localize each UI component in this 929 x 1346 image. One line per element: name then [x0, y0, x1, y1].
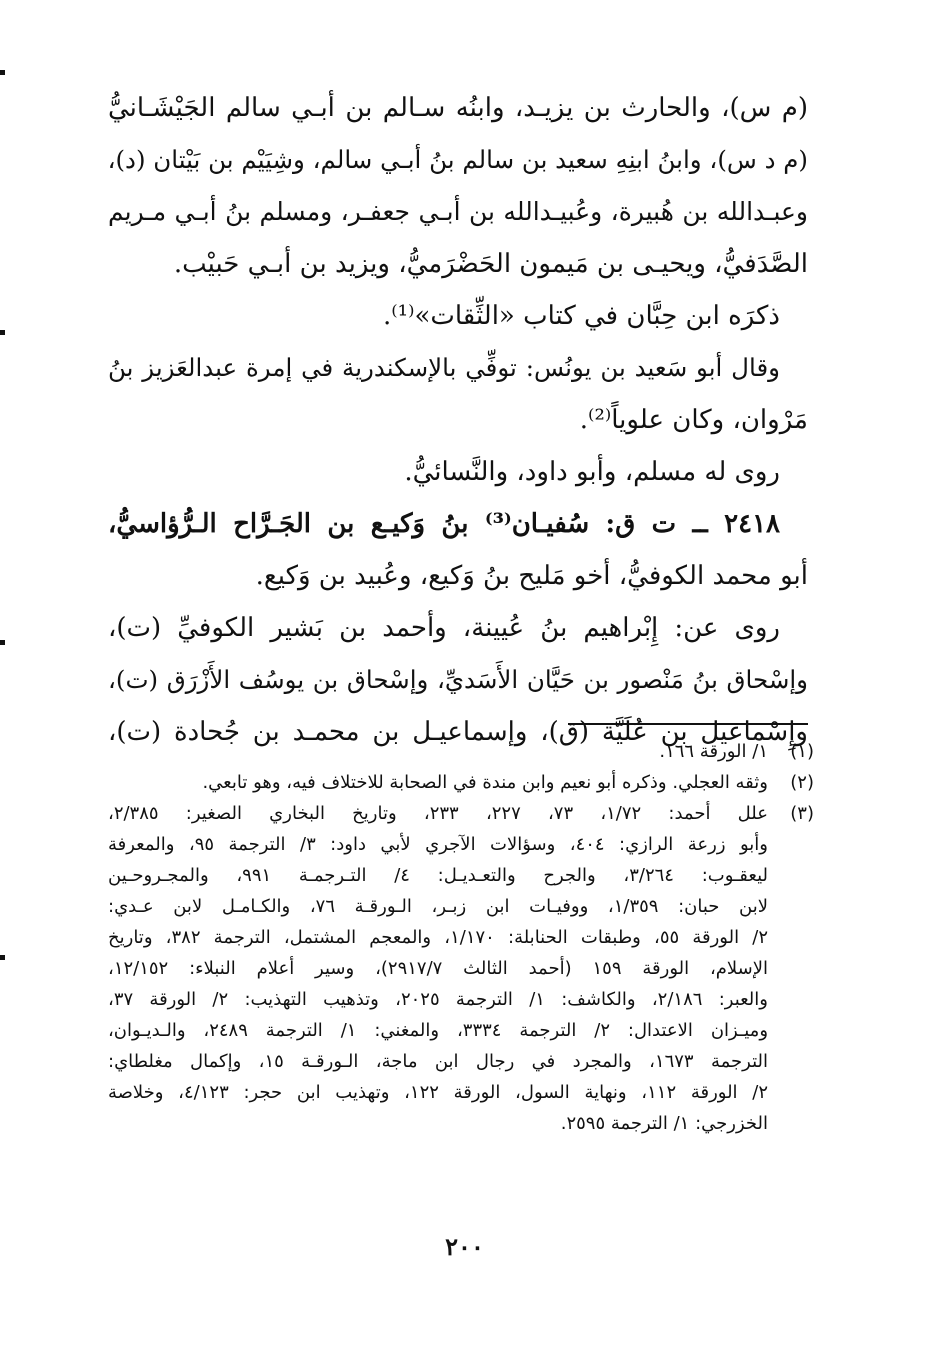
text-line: وإِسْماعيل بن عُلَيَّة (ق)، وإسماعيـل بن محمـد بن جُحادة (ت)، — [108, 717, 808, 747]
footnote-2 — [108, 767, 814, 798]
footnote-line: الإسلام، الورقة ١٥٩ (أحمد الثالث ٢٩١٧/٧)، وسير أعلام النبلاء: ١٢/١٥٢، — [108, 958, 769, 979]
scan-margin-mark — [0, 955, 5, 960]
text-line: وعبـدالله بن هُبيرة، وعُبيـدالله بن أبـي جعفـر، ومسلم بنُ أبـي مـريم — [108, 197, 808, 226]
text-line: الصَّدَفيُّ، ويحيـى بن مَيمون الحَضْرَميُّ، ويزيد بن أبـي حَبيْب. — [173, 249, 808, 279]
footnote-line: ٢/ الورقة ١١٢، ونهاية السول، الورقة ١٢٢، وتهذيب ابن حجر: ٤/١٢٣، وخلاصة — [108, 1082, 768, 1103]
text-line: وإسْحاق بنُ مَنْصور بن حَيَّان الأَسَديِّ، وإسْحاق بن يوسُف الأَزْرَق (ت)، — [108, 665, 808, 694]
text-line: روى له مسلم، وأبو داود، والنَّسائيُّ. — [404, 457, 780, 487]
text-line: روى عن: إِبْراهيم بنُ عُيينة، وأحمد بن بَشير الكوفيِّ (ت)، — [108, 613, 780, 643]
footnote-separator — [568, 723, 808, 725]
footnote-1 — [108, 736, 814, 767]
footnote-line: علل أحمد: ١/٧٢، ٧٣، ٢٢٧، ٢٣٣، وتاريخ البخاري الصغير: ٢/٣٨٥، — [108, 803, 769, 824]
footnote-line: الترجمة ١٦٧٣، والمجرد في رجال ابن ماجة، الـورقـة ١٥، وإكمال مغلطاي: — [108, 1051, 768, 1072]
text-line: ذكرَه ابن حِبَّان في كتاب «الثِّقات»⁽¹⁾. — [383, 301, 780, 331]
text-line: وقال أبو سَعيد بن يونُس: توفِّي بالإسكندرية في إمرة عبدالعَزيز بنُ — [108, 353, 780, 382]
footnotes — [108, 736, 814, 1139]
footnote-line: ١/ الورقة ١٦٦. — [659, 741, 768, 762]
footnote-line: والعبر: ٢/١٨٦، والكاشف: ١/ الترجمة ٢٠٢٥، وتذهيب التهذيب: ٢/ الورقة ٣٧، — [108, 989, 768, 1010]
footnote-line: الخزرجي: ١/ الترجمة ٢٥٩٥. — [560, 1113, 768, 1134]
footnote-line: وميـزان الاعتدال: ٢/ الترجمة ٣٣٣٤، والمغني: ١/ الترجمة ٢٤٨٩، والـديـوان، — [108, 1020, 769, 1041]
text-line: مَرْوان، وكان علوياً⁽²⁾. — [579, 405, 808, 435]
scan-margin-mark — [0, 640, 5, 645]
footnote-number: (١) — [790, 741, 814, 762]
footnote-number: (٢) — [790, 772, 814, 793]
text-line: (م د س)، وابنُ ابنِهِ سعيد بن سالم بنُ أبـي سالم، وشِيَيْم بن بَيْتان (د)، — [107, 145, 808, 174]
footnote-line: لابن حبان: ١/٣٥٩، ووفيـات ابن زبـر، الـورقـة ٧٦، والكـامـل لابن عـدي: — [108, 896, 768, 917]
text-line: (م س)، والحارث بن يزيـد، وابنُه سـالم بن أبـي سالم الجَيْشَـانيُّ — [108, 93, 808, 123]
footnote-line: وثقه العجلي. وذكره أبو نعيم وابن مندة في الصحابة للاختلاف فيه، وهو تابعي. — [202, 772, 768, 793]
page-number: ٢٠٠ — [445, 1232, 484, 1261]
footnote-line: وأبو زرعة الرازي: ٤٠٤، وسؤالات الآجري لأبي داود: ٣/ الترجمة ٩٥، والمعرفة — [108, 834, 768, 855]
footnote-3 — [108, 798, 814, 1139]
footnote-number: (٣) — [790, 803, 814, 824]
footnote-line: ٢/ الورقة ٥٥، وطبقات الحنابلة: ١/١٧٠، والمعجم المشتمل، الترجمة ٣٨٢، وتاريخ — [108, 927, 768, 948]
entry-heading: ٢٤١٨ ــ ت ق: سُفيـان⁽³⁾ بنُ وَكيـع بن الجَـرَّاح الـرُّؤاسيُّ، — [108, 509, 780, 539]
main-text — [108, 82, 808, 758]
scan-margin-mark — [0, 70, 5, 75]
footnote-line: ليعقـوب: ٣/٢٦٤، والجرح والتعـديـل: ٤/ التـرجمـة ٩٩١، والمجـروحـين — [108, 865, 768, 886]
scan-margin-mark — [0, 330, 5, 335]
text-line: أبو محمد الكوفيُّ، أخو مَليح بنُ وَكيع، وعُبيد بن وَكيع. — [255, 561, 808, 591]
